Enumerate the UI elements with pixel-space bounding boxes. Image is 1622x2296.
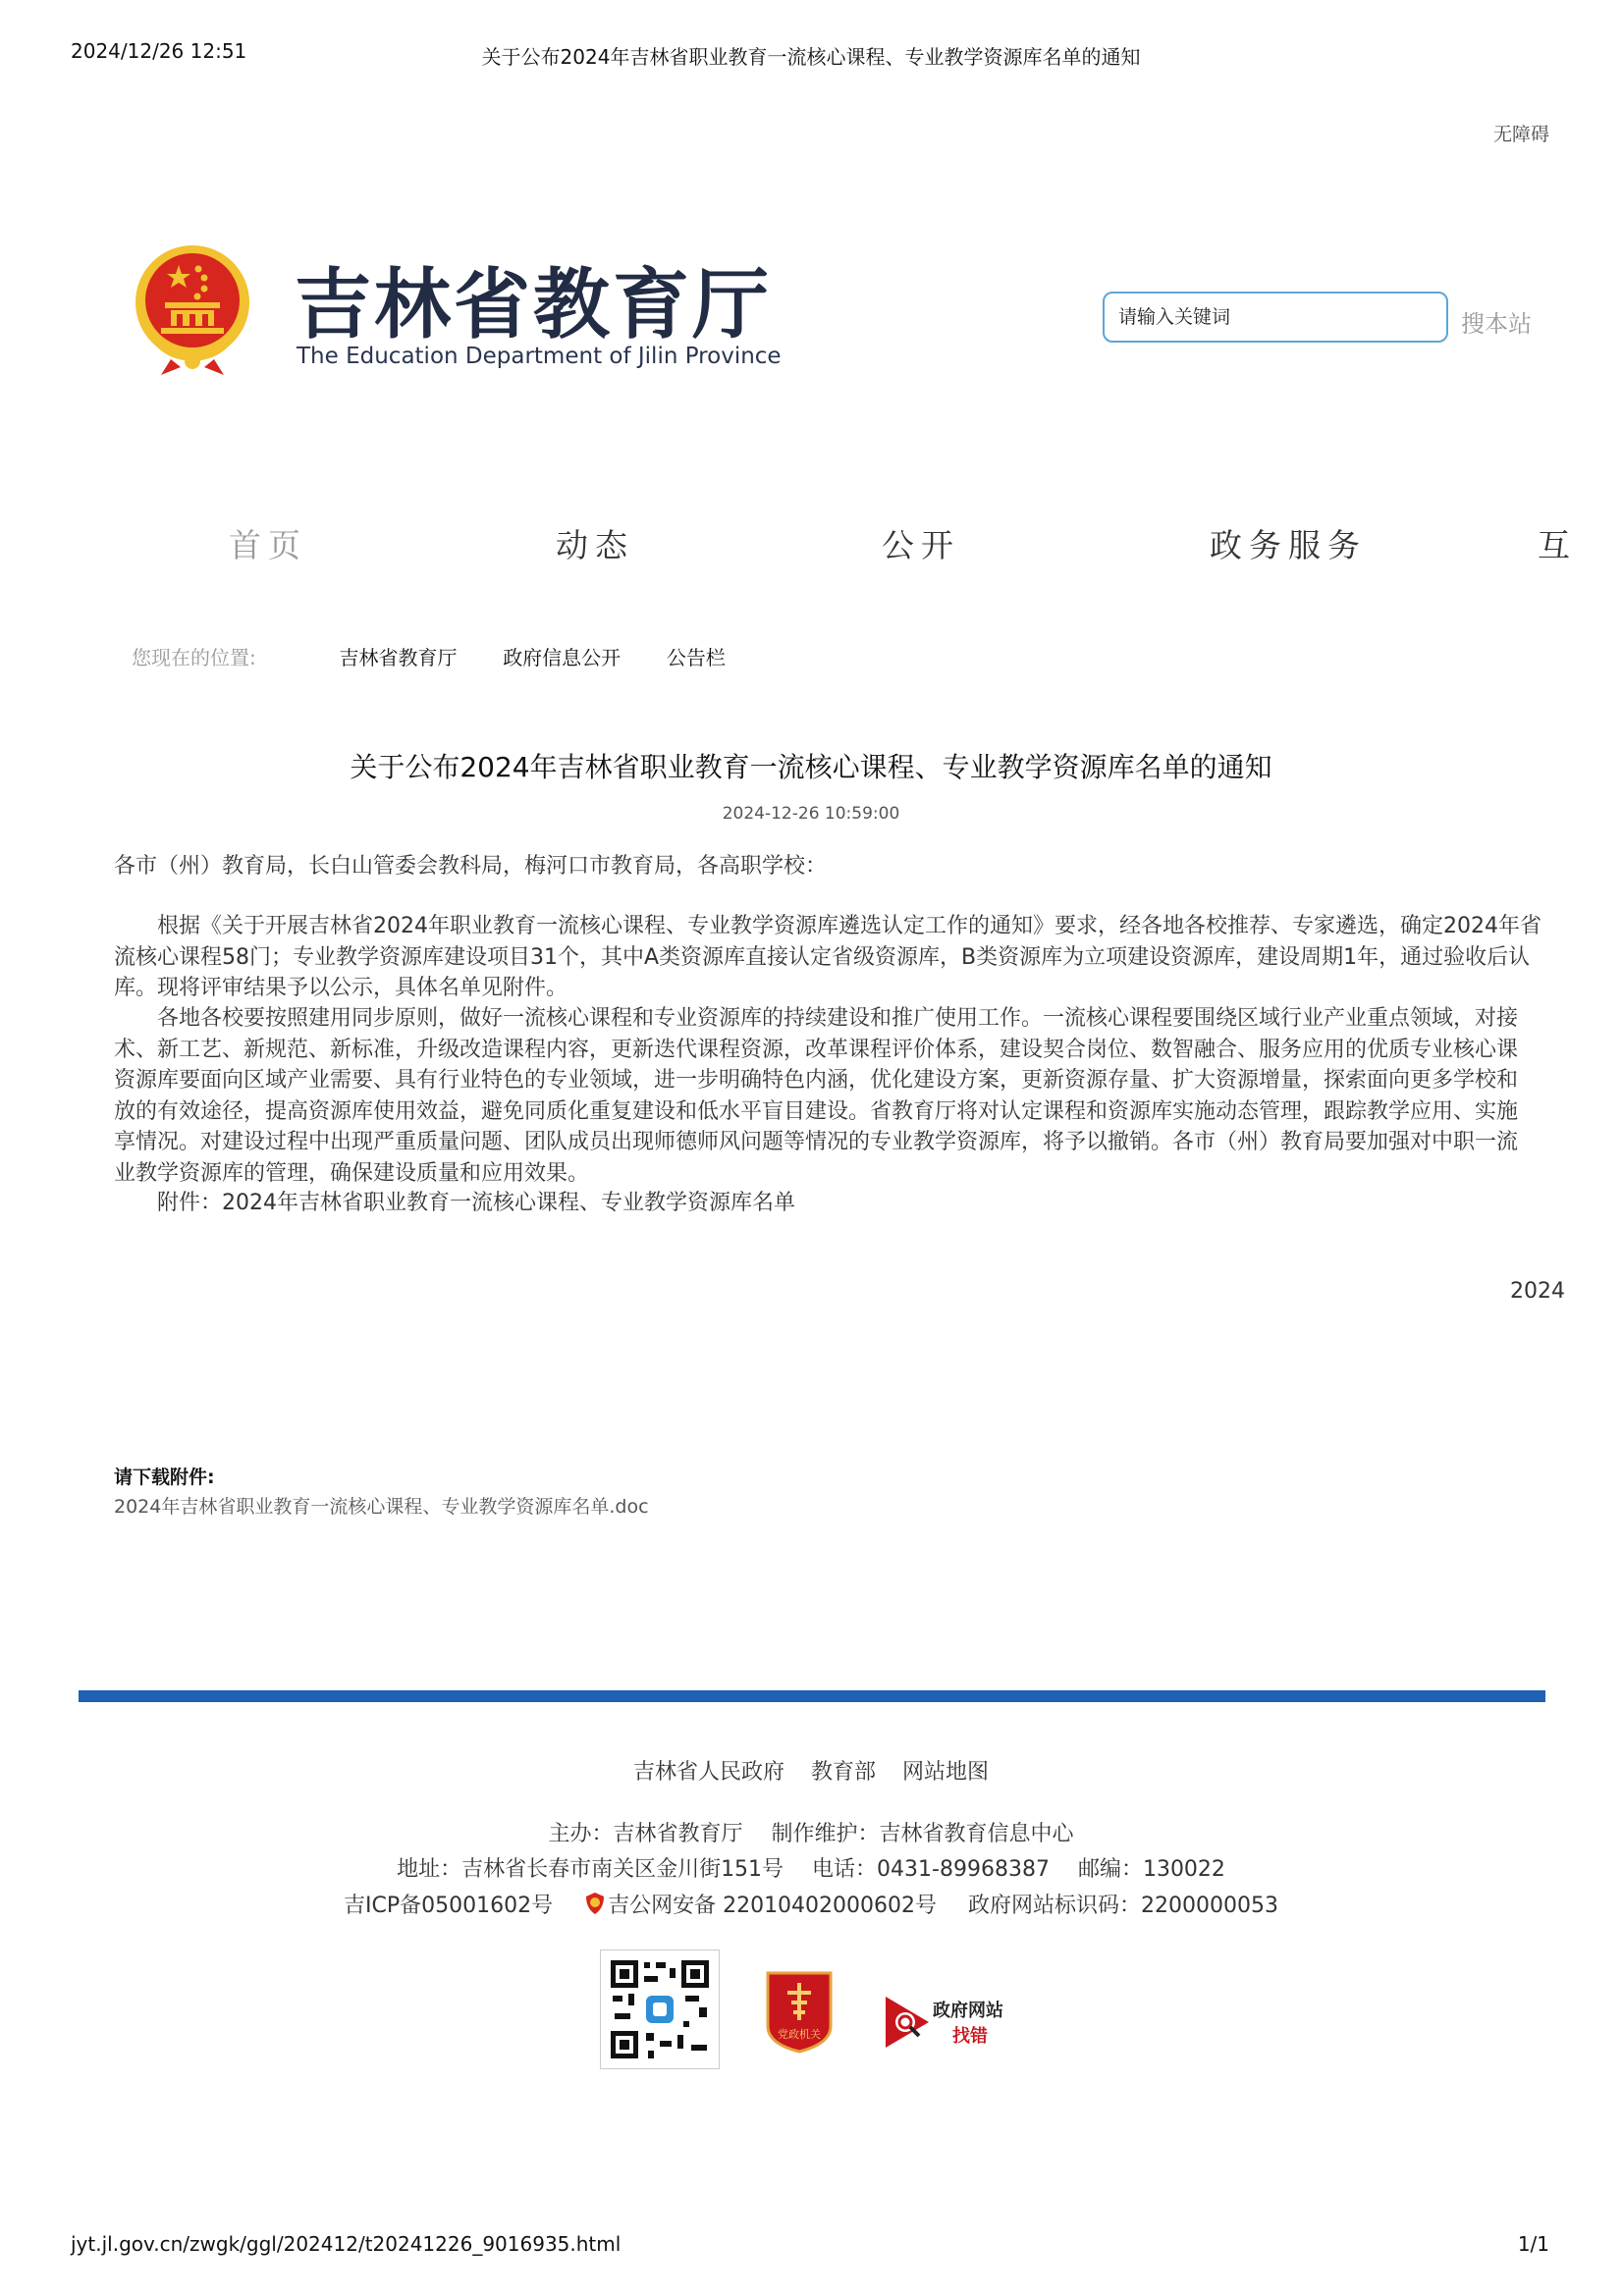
paragraph-line: 各地各校要按照建用同步原则，做好一流核心课程和专业资源库的持续建设和推广使用工作。一流核心课程要围绕区域行业产业重点领域，对接 <box>114 1006 1519 1031</box>
paragraph-line: 享情况。对建设过程中出现严重质量问题、团队成员出现师德师风问题等情况的专业教学资源库，将予以撤销。各市（州）教育局要加强对中职一流 <box>114 1130 1519 1154</box>
article-sign-date: 2024 <box>1510 1279 1565 1304</box>
nav-item-home[interactable]: 首页 <box>229 526 307 564</box>
paragraph-line: 放的有效途径，提高资源库使用效益，避免同质化重复建设和低水平盲目建设。省教育厅将对认定课程和资源库实施动态管理，跟踪教学应用、实施 <box>114 1098 1519 1124</box>
national-emblem-icon <box>132 243 253 377</box>
print-page-number: 1/1 <box>1517 2232 1549 2256</box>
police-badge-icon <box>584 1892 606 1915</box>
attachment-download-link[interactable]: 2024年吉林省职业教育一流核心课程、专业教学资源库名单.doc <box>114 1496 649 1518</box>
magnifier-icon <box>882 1993 933 2052</box>
party-gov-badge-icon[interactable] <box>764 1969 835 2054</box>
footer-sponsor-info: 主办：吉林省教育厅 制作维护：吉林省教育信息中心 <box>548 1822 1074 1846</box>
breadcrumb <box>132 642 726 670</box>
article-salutation: 各市（州）教育局，长白山管委会教科局，梅河口市教育局，各高职学校： <box>114 854 828 879</box>
footer-link-sitemap[interactable]: 网站地图 <box>902 1760 990 1785</box>
site-title: 吉林省教育厅 <box>295 261 773 349</box>
article-date: 2024-12-26 10:59:00 <box>722 804 900 824</box>
footer-divider <box>79 1690 1545 1702</box>
footer-address-info: 地址：吉林省长春市南关区金川街151号 电话：0431-89968387 邮编：130022 <box>397 1857 1225 1882</box>
paragraph-line: 根据《关于开展吉林省2024年职业教育一流核心课程、专业教学资源库遴选认定工作的通知》要求，经各地各校推荐、专家遴选，确定2024年省 <box>114 914 1541 938</box>
print-datetime: 2024/12/26 12:51 <box>71 39 247 63</box>
nav-item-interaction[interactable]: 互 <box>1538 526 1570 564</box>
footer-registration-info <box>0 1889 1622 1919</box>
article-attachment-note: 附件：2024年吉林省职业教育一流核心课程、专业教学资源库名单 <box>114 1191 795 1215</box>
qr-code-icon <box>600 1949 720 2069</box>
footer-link-moe[interactable]: 教育部 <box>810 1760 876 1785</box>
article-title: 关于公布2024年吉林省职业教育一流核心课程、专业教学资源库名单的通知 <box>350 751 1272 783</box>
breadcrumb-item-bulletin[interactable]: 公告栏 <box>666 646 726 669</box>
search-input[interactable]: 请输入关键词 <box>1103 292 1448 343</box>
article-paragraph-1 <box>114 911 1549 1004</box>
footer-link-provincial-gov[interactable]: 吉林省人民政府 <box>632 1760 784 1785</box>
breadcrumb-label: 您现在的位置: <box>132 646 256 669</box>
breadcrumb-item-home[interactable]: 吉林省教育厅 <box>339 646 458 669</box>
paragraph-line: 库。现将评审结果予以公示，具体名单见附件。 <box>114 976 568 1000</box>
gov-site-badge-line1: 政府网站 <box>933 2001 1003 2021</box>
icp-link[interactable]: 吉ICP备05001602号 <box>343 1894 554 1918</box>
nav-item-open-info[interactable]: 公开 <box>882 526 960 564</box>
breadcrumb-item-open-info[interactable]: 政府信息公开 <box>503 646 622 669</box>
gov-site-badge-line2: 找错 <box>952 2026 988 2047</box>
print-page-title: 关于公布2024年吉林省职业教育一流核心课程、专业教学资源库名单的通知 <box>481 45 1141 69</box>
footer-links <box>0 1755 1622 1786</box>
police-record-link[interactable]: 吉公网安备 22010402000602号 <box>608 1894 938 1918</box>
nav-item-news[interactable]: 动态 <box>556 526 634 564</box>
paragraph-line: 业教学资源库的管理，确保建设质量和应用效果。 <box>114 1160 590 1186</box>
article-paragraph-2 <box>114 1003 1549 1189</box>
paragraph-line: 流核心课程58门；专业教学资源库建设项目31个，其中A类资源库直接认定省级资源库，B类资源库为立项建设资源库，建设周期1年，通过验收后认 <box>114 944 1531 970</box>
search-button[interactable]: 搜本站 <box>1461 310 1532 338</box>
paragraph-line: 资源库要面向区域产业需要、具有行业特色的专业领域，进一步明确特色内涵，优化建设方案，更新资源存量、扩大资源增量，探索面向更多学校和 <box>114 1068 1519 1093</box>
gov-site-error-report-badge[interactable] <box>882 1993 1003 2056</box>
download-label: 请下载附件: <box>114 1467 215 1488</box>
site-subtitle: The Education Department of Jilin Province <box>297 344 782 369</box>
gov-site-id: 政府网站标识码：2200000053 <box>968 1894 1279 1918</box>
paragraph-line: 术、新工艺、新规范、新标准，升级改造课程内容，更新迭代课程资源，改革课程评价体系，建设契合岗位、数智融合、服务应用的优质专业核心课 <box>114 1037 1519 1062</box>
nav-item-gov-services[interactable]: 政务服务 <box>1210 526 1367 564</box>
print-url: jyt.jl.gov.cn/zwgk/ggl/202412/t20241226_9016935.html <box>71 2232 622 2256</box>
accessibility-link[interactable]: 无障碍 <box>1492 124 1549 145</box>
party-badge-text: 党政机关 <box>778 2028 821 2041</box>
